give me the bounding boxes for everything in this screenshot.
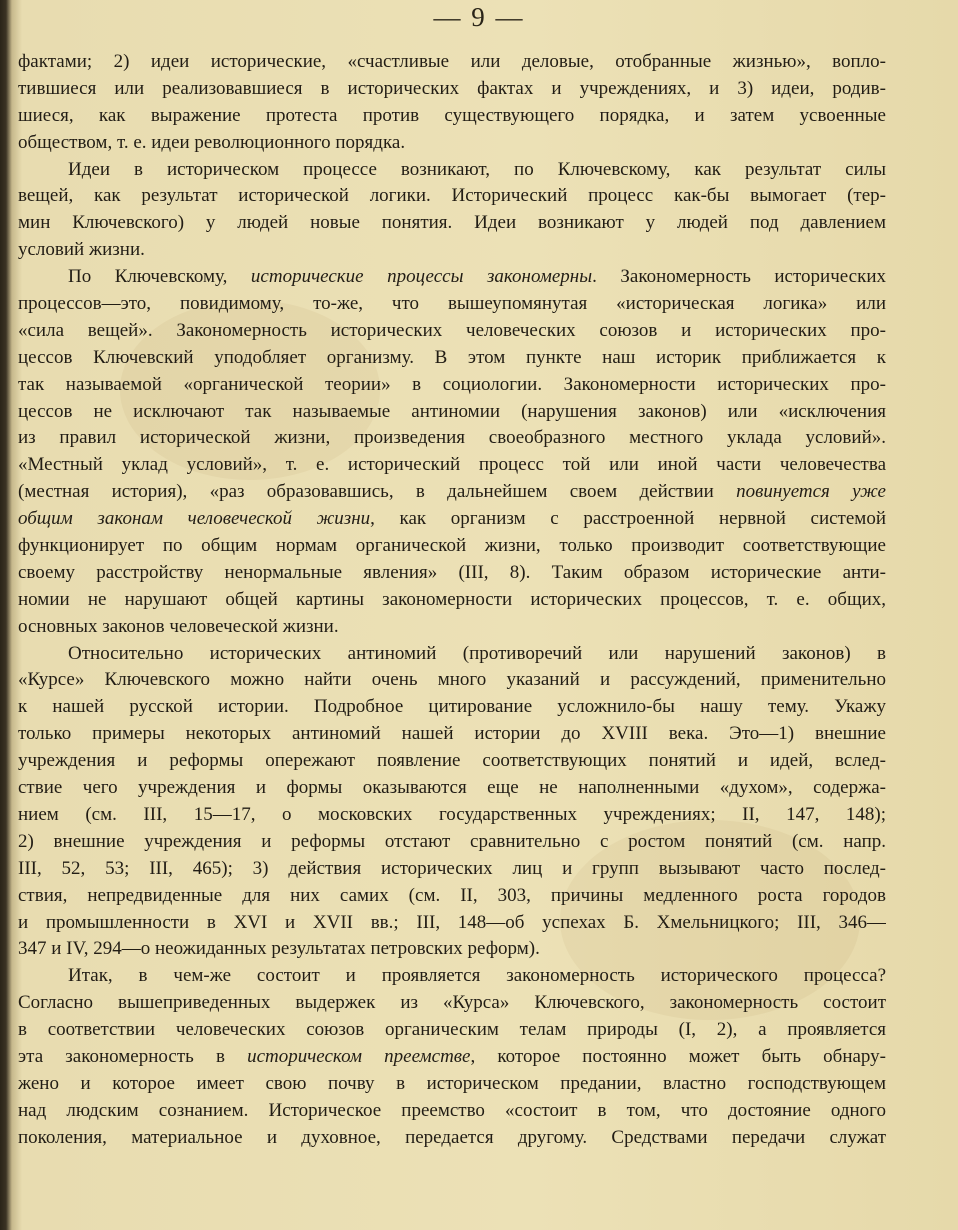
text-line: Идеи в историческом процессе возникают, по Ключевскому, как результат силы xyxy=(68,158,886,180)
italic-emphasis: общим законам человеческой жизни xyxy=(18,508,371,530)
text-line: ствия, непредвиденные для них самих (см. II, 303, причины медленного роста городов xyxy=(18,884,886,906)
italic-emphasis: историческом преемстве xyxy=(247,1045,471,1067)
text-line: своему расстройству ненормальные явления» (III, 8). Таким образом исторические анти- xyxy=(18,561,886,583)
text-line: общим законам человеческой жизни, как организм с расстроенной нервной системой xyxy=(18,508,886,530)
italic-emphasis: исторические процессы закономерны xyxy=(250,266,593,288)
text-line: из правил исторической жизни, произведения своеобразного местного уклада условий». xyxy=(18,427,886,449)
text-line: цессов Ключевский уподобляет организму. В этом пункте наш историк приближается к xyxy=(18,346,886,368)
text-line: нием (см. III, 15—17, о московских государственных учреждениях; II, 147, 148); xyxy=(18,803,886,825)
body-text xyxy=(18,49,886,1152)
text-line: учреждения и реформы опережают появление соответствующих понятий и идей, вслед- xyxy=(18,750,886,772)
text-line: жено и которое имеет свою почву в историческом предании, властно господствующем xyxy=(18,1072,886,1094)
text-line: ствие чего учреждения и формы оказываются еще не наполненными «духом», содержа- xyxy=(18,777,886,799)
page-number: — 9 — xyxy=(433,2,525,32)
text-line: По Ключевскому, исторические процессы закономерны. Закономерность исторических xyxy=(68,266,886,288)
text-line: 347 и IV, 294—о неожиданных результатах петровских реформ). xyxy=(18,938,540,960)
text-line: в соответствии человеческих союзов органическим телам природы (I, 2), а проявляется xyxy=(18,1019,886,1041)
text-line: 2) внешние учреждения и реформы отстают сравнительно с ростом понятий (см. напр. xyxy=(18,830,886,852)
text-line: только примеры некоторых антиномий нашей истории до XVIII века. Это—1) внешние xyxy=(18,723,886,745)
text-line: шиеся, как выражение протеста против существующего порядка, и затем усвоенные xyxy=(18,104,886,126)
text-line: над людским сознанием. Историческое преемство «состоит в том, что достояние одного xyxy=(18,1099,886,1121)
italic-emphasis: повинуется уже xyxy=(736,481,886,503)
text-line: тившиеся или реализовавшиеся в исторических фактах и учреждениях, и 3) идеи, родив- xyxy=(18,77,886,99)
text-line: (местная история), «раз образовавшись, в дальнейшем своем действии повинуется уже xyxy=(18,481,886,503)
text-line: III, 52, 53; III, 465); 3) действия исторических лиц и групп вызывают часто послед- xyxy=(18,857,886,879)
text-line: к нашей русской истории. Подробное цитирование усложнило-бы нашу тему. Укажу xyxy=(18,696,886,718)
text-line: мин Ключевского) у людей новые понятия. Идеи возникают у людей под давлением xyxy=(18,212,886,234)
text-line: «Местный уклад условий», т. е. исторический процесс той или иной части человечества xyxy=(18,454,886,476)
text-line: функционирует по общим нормам органической жизни, только производит соответствующие xyxy=(18,535,886,557)
text-line: основных законов человеческой жизни. xyxy=(18,615,339,637)
text-line: номии не нарушают общей картины закономерности исторических процессов, т. е. общих, xyxy=(18,588,886,610)
text-line: обществом, т. е. идеи революционного порядка. xyxy=(18,131,406,153)
text-line: так называемой «органической теории» в социологии. Закономерности исторических про- xyxy=(18,373,886,395)
text-line: условий жизни. xyxy=(18,239,145,261)
text-line: Относительно исторических антиномий (противоречий или нарушений законов) в xyxy=(68,642,886,664)
text-line: и промышленности в XVI и XVII вв.; III, 148—об успехах Б. Хмельницкого; III, 346— xyxy=(18,911,886,933)
text-line: фактами; 2) идеи исторические, «счастливые или деловые, отобранные жизнью», вопло- xyxy=(18,51,886,72)
text-line: Итак, в чем-же состоит и проявляется закономерность исторического процесса? xyxy=(68,965,886,987)
text-line: «Курсе» Ключевского можно найти очень много указаний и рассуждений, применительно xyxy=(18,669,886,691)
text-line: «сила вещей». Закономерность исторических человеческих союзов и исторических про- xyxy=(18,319,886,341)
text-line: поколения, материальное и духовное, передается другому. Средствами передачи служат xyxy=(18,1126,886,1148)
text-line: цессов не исключают так называемые антиномии (нарушения законов) или «исключения xyxy=(18,400,886,422)
text-line: Согласно вышеприведенных выдержек из «Курса» Ключевского, закономерность состоит xyxy=(18,992,886,1014)
text-line: вещей, как результат исторической логики. Исторический процесс как-бы вымогает (тер- xyxy=(18,185,886,207)
text-line: процессов—это, повидимому, то-же, что вышеупомянутая «историческая логика» или xyxy=(18,293,886,315)
text-line: эта закономерность в историческом преемстве, которое постоянно может быть обнару- xyxy=(18,1045,886,1067)
